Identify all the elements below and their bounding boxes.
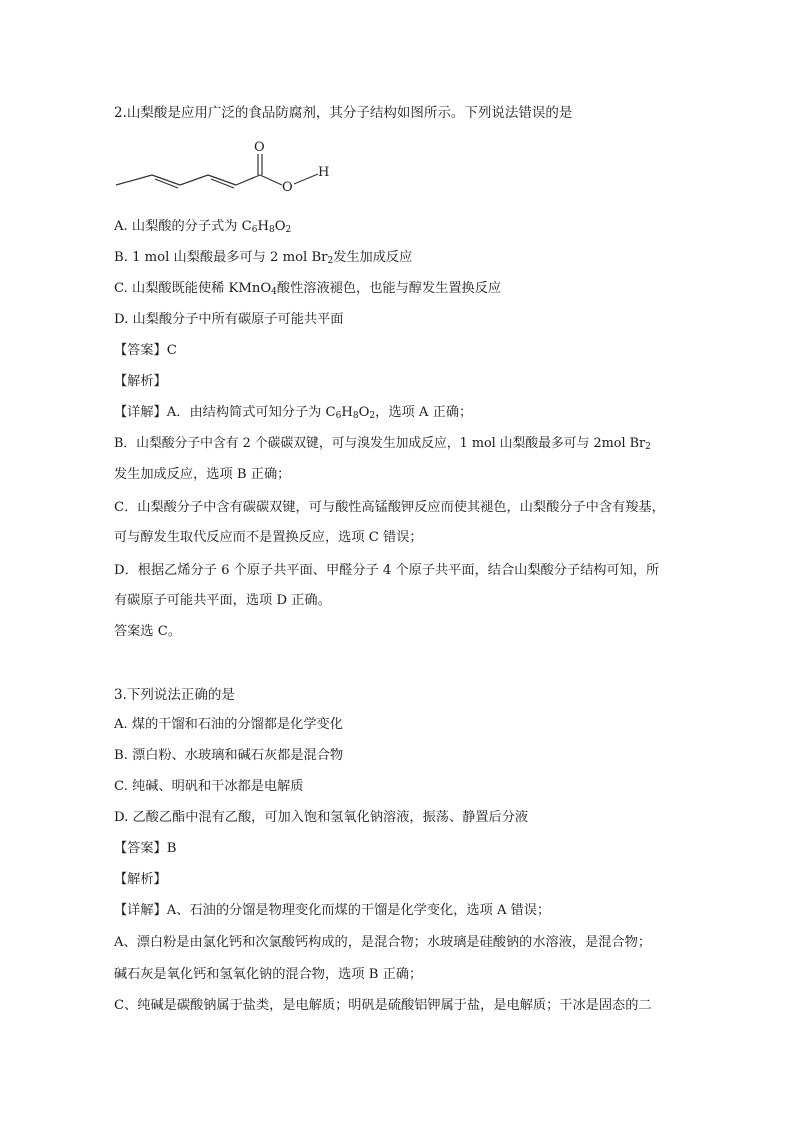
oxygen-right-label: O xyxy=(282,180,293,195)
q3-option-a: A. 煤的干馏和石油的分馏都是化学变化 xyxy=(114,717,343,732)
q2-option-d: D. 山梨酸分子中所有碳原子可能共平面 xyxy=(114,312,344,327)
oxygen-top-label: O xyxy=(254,140,265,155)
q2-option-c: C. 山梨酸既能使稀 KMnO$_4$酸性溶液褪色，也能与醇发生置换反应 xyxy=(114,281,502,297)
q2-detail-line: 发生加成反应，选项 B 正确； xyxy=(114,467,291,482)
sorbic-acid-structure xyxy=(114,138,344,198)
q2-detail-line: B．山梨酸分子中含有 2 个碳碳双键，可与溴发生加成反应，1 mol 山梨酸最多可与 2mol $Br_2$ xyxy=(114,436,651,452)
q2-detail-line: 可与醇发生取代反应而不是置换反应，选项 C 错误； xyxy=(114,530,423,545)
question-2-title: 2.山梨酸是应用广泛的食品防腐剂，其分子结构如图所示。下列说法错误的是 xyxy=(114,105,573,121)
q3-option-d: D. 乙酸乙酯中混有乙酸，可加入饱和氢氧化钠溶液，振荡、静置后分液 xyxy=(114,810,529,825)
q3-option-c: C. 纯碱、明矾和干冰都是电解质 xyxy=(114,779,304,794)
q2-conclusion: 答案选 C。 xyxy=(114,624,182,639)
q3-detail-line: 碱石灰是氧化钙和氢氧化钠的混合物，选项 B 正确； xyxy=(114,967,423,982)
q2-detail-line: 有碳原子可能共平面，选项 D 正确。 xyxy=(114,593,331,608)
hydrogen-label: H xyxy=(318,165,330,180)
q3-detail-line: 【详解】A、石油的分馏是物理变化而煤的干馏是化学变化，选项 A 错误； xyxy=(114,903,551,918)
q2-answer: 【答案】C xyxy=(114,343,177,358)
q3-analysis-label: 【解析】 xyxy=(114,872,167,887)
q2-detail-line: D．根据乙烯分子 6 个原子共平面、甲醛分子 4 个原子共平面，结合山梨酸分子结构可知，所 xyxy=(114,563,660,578)
question-3-title: 3.下列说法正确的是 xyxy=(114,687,235,703)
q3-detail-line: C、纯碱是碳酸钠属于盐类，是电解质；明矾是硫酸铝钾属于盐，是电解质；干冰是固态的二 xyxy=(114,998,652,1013)
q2-option-a: A. 山梨酸的分子式为 $C_6H_8O_2$ xyxy=(114,219,292,235)
q2-detail-line: C．山梨酸分子中含有碳碳双键，可与酸性高锰酸钾反应而使其褪色，山梨酸分子中含有羧基， xyxy=(114,500,665,515)
q3-answer: 【答案】B xyxy=(114,841,177,856)
q3-option-b: B. 漂白粉、水玻璃和碱石灰都是混合物 xyxy=(114,748,344,763)
q2-option-b: B. 1 mol 山梨酸最多可与 2 mol $Br_2$发生加成反应 xyxy=(114,250,413,266)
q3-detail-line: A、漂白粉是由氯化钙和次氯酸钙构成的，是混合物；水玻璃是硅酸钠的水溶液，是混合物； xyxy=(114,935,652,950)
q2-analysis-label: 【解析】 xyxy=(114,374,167,389)
q2-detail-line: 【详解】A．由结构简式可知分子为 $C_6H_8O_2$，选项 A 正确； xyxy=(114,405,473,421)
